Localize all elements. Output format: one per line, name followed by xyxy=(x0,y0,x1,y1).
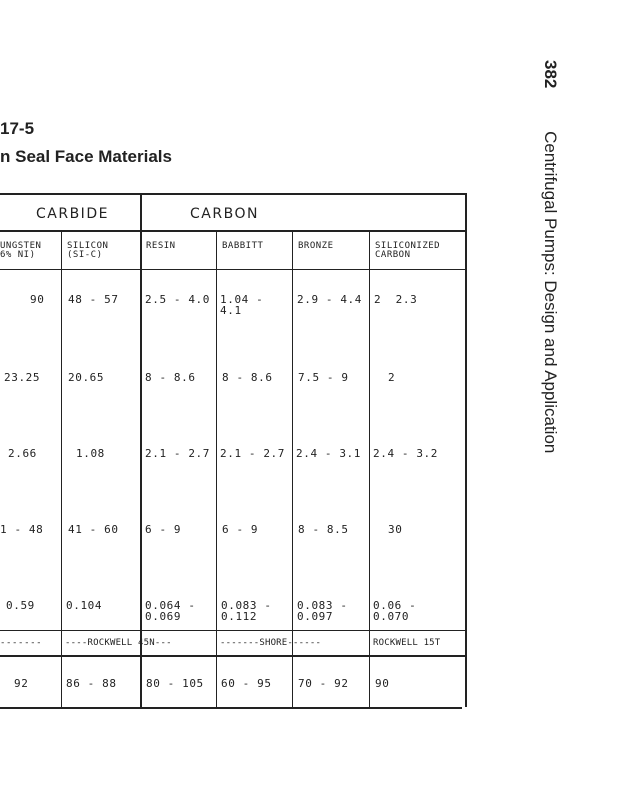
table-cell: 23.25 xyxy=(4,371,41,384)
table-cell: 2 xyxy=(388,371,396,384)
rule xyxy=(0,193,466,195)
table-cell: 6 - 9 xyxy=(145,523,182,536)
table-cell: 41 - 60 xyxy=(68,523,119,536)
table-cell: 0.104 xyxy=(66,599,103,612)
table-cell: 80 - 105 xyxy=(146,677,204,690)
table-cell: 20.65 xyxy=(68,371,105,384)
table-cell: 0.59 xyxy=(6,599,35,612)
table-cell: 1 - 48 xyxy=(0,523,44,536)
column-header: RESIN xyxy=(146,241,176,251)
page-number: 382 xyxy=(541,60,560,89)
table-cell: 2.9 - 4.4 xyxy=(297,293,363,306)
rule xyxy=(0,630,466,631)
table-cell: 86 - 88 xyxy=(66,677,117,690)
table-cell: 1.08 xyxy=(76,447,105,460)
table-cell: 60 - 95 xyxy=(221,677,272,690)
rule xyxy=(0,655,466,657)
table-cell: 6 - 9 xyxy=(222,523,259,536)
group-header-carbide: CARBIDE xyxy=(36,206,109,222)
figure-number: 17-5 xyxy=(0,119,35,138)
table-cell: 8 - 8.5 xyxy=(298,523,349,536)
table-cell: 7.5 - 9 xyxy=(298,371,349,384)
table-cell: 0.083 - 0.097 xyxy=(297,599,348,623)
rule xyxy=(369,230,370,707)
table-cell: 1.04 - 4.1 xyxy=(220,293,264,317)
table-cell: 92 xyxy=(14,677,29,690)
scale-label: ------- xyxy=(0,638,43,648)
table-cell: 2 2.3 xyxy=(374,293,418,306)
table-cell: 2.66 xyxy=(8,447,37,460)
scale-label: ROCKWELL 15T xyxy=(373,638,441,648)
scale-label: ----ROCKWELL 45N--- xyxy=(65,638,172,648)
table-cell: 0.083 - 0.112 xyxy=(221,599,272,623)
figure-title: n Seal Face Materials xyxy=(0,147,172,166)
table-cell: 2.1 - 2.7 xyxy=(220,447,286,460)
rule xyxy=(292,230,293,707)
table-cell: 8 - 8.6 xyxy=(222,371,273,384)
table-cell: 90 xyxy=(375,677,390,690)
table-cell: 0.064 - 0.069 xyxy=(145,599,196,623)
table-cell: 2.4 - 3.1 xyxy=(296,447,362,460)
rule xyxy=(0,230,466,232)
column-header: SILICON (SI-C) xyxy=(67,241,109,260)
column-header: BABBITT xyxy=(222,241,264,251)
column-header: UNGSTEN 6% NI) xyxy=(0,241,42,260)
table-cell: 2.4 - 3.2 xyxy=(373,447,439,460)
group-header-carbon: CARBON xyxy=(190,206,259,222)
table-cell: 30 xyxy=(388,523,403,536)
table-cell: 48 - 57 xyxy=(68,293,119,306)
table-cell: 0.06 - 0.070 xyxy=(373,599,417,623)
scale-label: -------SHORE------ xyxy=(220,638,322,648)
rule xyxy=(140,193,142,707)
book-title: Centrifugal Pumps: Design and Application xyxy=(541,131,560,454)
rule xyxy=(465,193,467,707)
table-cell: 70 - 92 xyxy=(298,677,349,690)
table-cell: 2.5 - 4.0 xyxy=(145,293,211,306)
column-header: BRONZE xyxy=(298,241,334,251)
table-cell: 8 - 8.6 xyxy=(145,371,196,384)
rule xyxy=(0,707,462,709)
rule xyxy=(216,230,217,707)
table-cell: 2.1 - 2.7 xyxy=(145,447,211,460)
column-header: SILICONIZED CARBON xyxy=(375,241,441,260)
table-cell: 90 xyxy=(30,293,45,306)
rule xyxy=(0,269,466,270)
rule xyxy=(61,230,62,707)
